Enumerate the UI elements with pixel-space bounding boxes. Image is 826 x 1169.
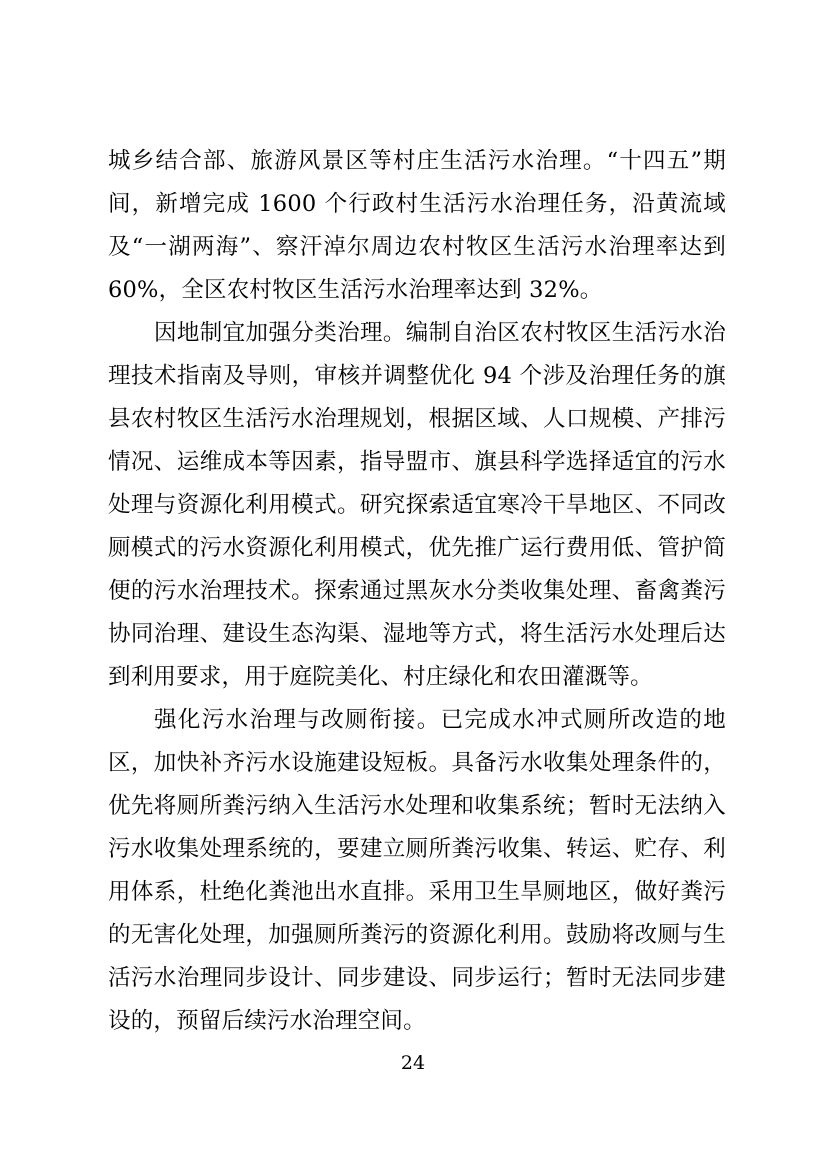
paragraph-3: 强化污水治理与改厕衔接。已完成水冲式厕所改造的地区，加快补齐污水设施建设短板。具备污水收集处理条件的，优先将厕所粪污纳入生活污水处理和收集系统；暂时无法纳入污水收集处理系统的，要建立厕所粪污收集、转运、贮存、利用体系，杜绝化粪池出水直排。采用卫生旱厕地区，做好粪污的无害化处理，加强厕所粪污的资源化利用。鼓励将改厕与生活污水治理同步设计、同步建设、同步运行；暂时无法同步建设的，预留后续污水治理空间。 [108, 707, 726, 1034]
paragraph-1: 城乡结合部、旅游风景区等村庄生活污水治理。“十四五”期间，新增完成 1600 个行政村生活污水治理任务，沿黄流域及“一湖两海”、察汗淖尔周边农村牧区生活污水治理率达到 60%，全区农村牧区生活污水治理率达到 32%。 [108, 148, 726, 303]
paragraph-2: 因地制宜加强分类治理。编制自治区农村牧区生活污水治理技术指南及导则，审核并调整优化 94 个涉及治理任务的旗县农村牧区生活污水治理规划，根据区域、人口规模、产排污情况、运维成本等因素，指导盟市、旗县科学选择适宜的污水处理与资源化利用模式。研究探索适宜寒冷干旱地区、不同改厕模式的污水资源化利用模式，优先推广运行费用低、管护简便的污水治理技术。探索通过黑灰水分类收集处理、畜禽粪污协同治理、建设生态沟渠、湿地等方式，将生活污水处理后达到利用要求，用于庭院美化、村庄绿化和农田灌溉等。 [108, 320, 726, 690]
page-body [108, 140, 726, 1043]
page-number: 24 [400, 1052, 426, 1074]
